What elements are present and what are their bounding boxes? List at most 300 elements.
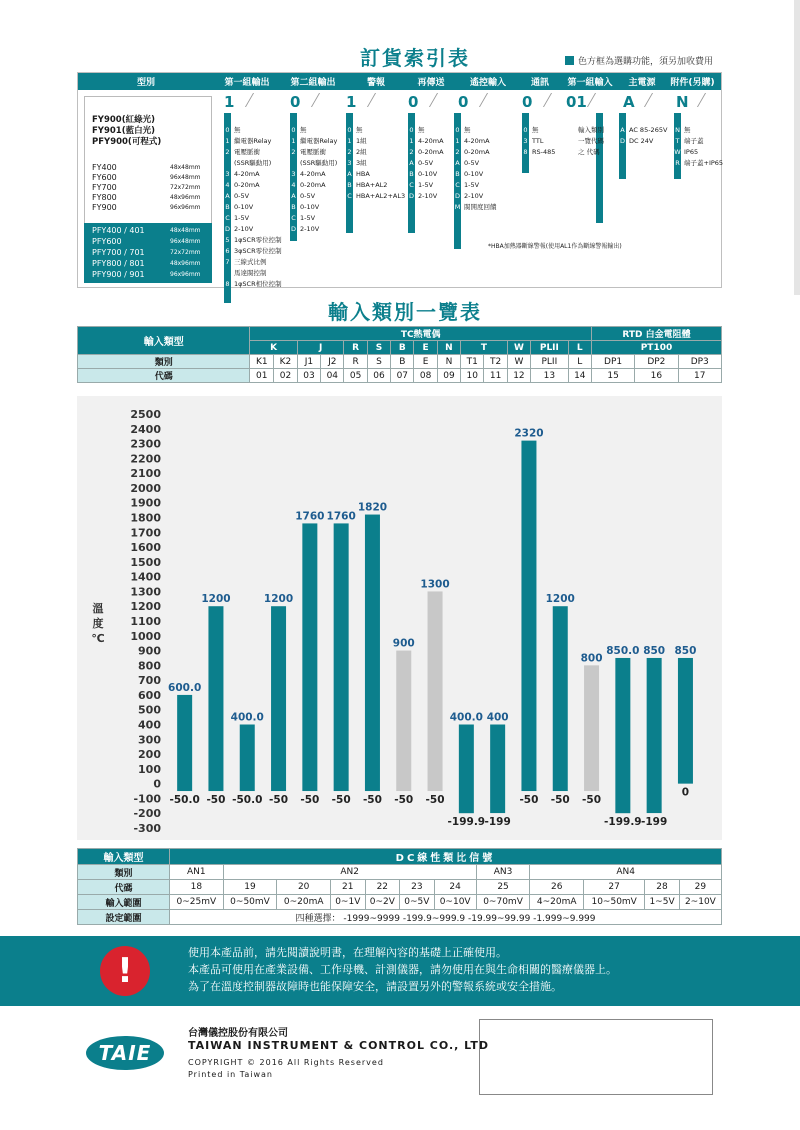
option-remote-code: 2 [455, 148, 460, 156]
y-axis-label: 溫度 ℃ [91, 602, 105, 645]
ordering-header [78, 73, 721, 90]
input-code-cell: 05 [344, 369, 367, 383]
group-s: S [367, 341, 390, 355]
model-mid-name: FY400 [92, 163, 117, 172]
bar-s [334, 523, 349, 791]
code-digit: 01 [566, 93, 587, 111]
y-tick-label: 300 [138, 733, 161, 747]
option-out1-code: 8 [225, 280, 230, 288]
option-out1-code: 2 [225, 148, 230, 156]
header-input1: 第一組輸入 [567, 78, 613, 88]
dc-code-cell: 25 [476, 880, 530, 895]
printed-in: Printed in Taiwan [188, 1070, 273, 1079]
option-out1-label: 0-10V [234, 203, 254, 211]
bar-max-label: 400.0 [230, 711, 264, 724]
y-tick-label: 1600 [130, 541, 161, 555]
dc-range-cell: 2~10V [679, 895, 721, 910]
bar-min-label: -50 [269, 794, 289, 807]
option-alarm-label: 無 [356, 126, 363, 134]
option-remote-code: 0 [455, 126, 460, 134]
group-j: J [297, 341, 344, 355]
dc-range-cell: 4~20mA [530, 895, 584, 910]
option-retrans-label: 2-10V [418, 192, 438, 200]
y-tick-label: 1100 [130, 615, 161, 628]
dc-code-cell: 26 [530, 880, 584, 895]
hba-note: *HBA加熱器斷線警報(使用AL1作為斷線警報輸出) [488, 243, 622, 250]
bar-max-label: 1820 [357, 501, 388, 514]
dc-code-label: 代碼 [78, 880, 170, 895]
option-out2-label: 繼電器Relay [300, 137, 338, 145]
input-code-cell: 02 [274, 369, 298, 383]
bar-dp2 [647, 658, 662, 813]
bar-k2 [208, 606, 223, 791]
option-remote-label: 4-20mA [464, 137, 490, 145]
option-out1-code: A [225, 192, 230, 200]
option-out1-code: 5 [225, 236, 230, 244]
option-out2-code: B [291, 203, 296, 211]
y-tick-label: 1200 [130, 600, 161, 614]
option-swatch [565, 56, 574, 65]
page-edge-tab [794, 0, 800, 295]
option-out1-label: 0-5V [234, 192, 250, 200]
bar-j2 [271, 606, 286, 791]
input-code-cell: 10 [461, 369, 484, 383]
bar-dp1 [615, 658, 630, 813]
group-e: E [414, 341, 437, 355]
option-out1-label: 電壓脈衝 [234, 148, 260, 156]
group-w: W [507, 341, 530, 355]
option-retrans-label: 0-10V [418, 170, 438, 178]
y-tick-label: -300 [133, 822, 161, 835]
model-pfy-size: 96x48mm [170, 238, 201, 245]
input-class-cell: L [568, 355, 591, 369]
header-remote: 遙控輸入 [469, 78, 506, 88]
model-top-2: PFY900(可程式) [92, 137, 162, 147]
bar-max-label: 800 [580, 652, 603, 665]
bar-min-label: -50 [331, 794, 351, 807]
option-out1-label: 2-10V [234, 225, 254, 233]
code-digit: N [676, 93, 689, 111]
header-accessory: 附件(另購) [670, 78, 715, 88]
warning-line-3: 為了在溫度控制器故障時也能保障安全，請設置另外的警報系統或安全措施。 [188, 980, 562, 993]
model-pfy-name: PFY700 / 701 [92, 248, 145, 257]
option-alarm-code: 1 [347, 137, 352, 145]
dc-class-label: 類別 [78, 865, 170, 880]
option-remote-label: 1-5V [464, 181, 480, 189]
option-out2-label: 4-20mA [300, 170, 326, 178]
bar-max-label: 400 [486, 711, 509, 724]
y-tick-label: 2500 [130, 408, 161, 421]
model-top-0: FY900(紅綠光) [92, 115, 155, 125]
option-out1-label: 4-20mA [234, 170, 260, 178]
company-name-en: TAIWAN INSTRUMENT & CONTROL CO., LTD [188, 1039, 489, 1052]
option-retrans-label: 無 [418, 126, 425, 134]
option-alarm-label: 1組 [356, 137, 367, 145]
ordering-title: 訂貨索引表 [360, 46, 470, 70]
option-out1-label: 馬達閥控制 [234, 269, 267, 277]
bar-r [302, 523, 317, 791]
dc-code-cell: 24 [434, 880, 476, 895]
bar-max-label: 1300 [420, 578, 450, 591]
input-class-cell: DP1 [591, 355, 634, 369]
model-pfy-name: PFY800 / 801 [92, 259, 145, 268]
option-comm-code: 0 [523, 126, 528, 134]
option-power-code: A [620, 126, 625, 134]
model-top-1: FY901(藍白光) [92, 126, 155, 136]
y-tick-label: 2000 [130, 481, 161, 495]
option-retrans-code: 0 [409, 126, 414, 134]
model-pfy-name: PFY900 / 901 [92, 270, 145, 279]
option-comm-label: TTL [532, 137, 544, 145]
model-mid-size: 48x96mm [170, 194, 201, 201]
group-l: L [568, 341, 591, 355]
option-out1-label: 繼電器Relay [234, 137, 272, 145]
option-alarm-label: HBA [356, 170, 370, 178]
input-code-cell: 08 [414, 369, 437, 383]
input-class-cell: J1 [297, 355, 320, 369]
y-tick-label: 1400 [130, 570, 161, 584]
model-pfy-size: 72x72mm [170, 249, 201, 256]
bar-min-label: -50 [425, 794, 445, 807]
option-accessory-label: 無 [684, 126, 691, 134]
header-alarm: 警報 [366, 78, 385, 88]
option-remote-code: D [454, 192, 460, 200]
option-retrans-code: C [409, 181, 414, 189]
y-tick-label: 2100 [130, 467, 161, 481]
option-remote-label: 0-5V [464, 159, 480, 167]
option-retrans-code: D [408, 192, 414, 200]
input-class-cell: N [437, 355, 460, 369]
y-tick-label: 2400 [130, 422, 161, 436]
y-tick-label: 800 [138, 659, 161, 673]
option-out2-code: 4 [291, 181, 296, 189]
input-code-cell: 11 [484, 369, 507, 383]
bar-min-label: -199.9 [447, 816, 486, 829]
code-separator [416, 93, 438, 107]
option-alarm-code: 0 [347, 126, 352, 134]
option-out1-code: D [224, 225, 230, 233]
header-out1: 第一組輸出 [224, 78, 270, 88]
dc-class-an3: AN3 [476, 865, 530, 880]
bar-j1 [240, 725, 255, 792]
model-pfy-name: PFY400 / 401 [92, 226, 145, 235]
option-accessory-label: 端子蓋+IP65 [684, 159, 724, 167]
input-code-cell: 17 [678, 369, 721, 383]
option-out1-code: 3 [225, 170, 230, 178]
input-class-cell: E [414, 355, 437, 369]
bar-min-label: -50 [519, 794, 539, 807]
warning-line-1: 使用本產品前，請先閱讀說明書，在理解內容的基礎上正確使用。 [188, 946, 507, 959]
code-separator [354, 93, 376, 107]
option-retrans-code: 2 [409, 148, 414, 156]
option-out2-label: 無 [300, 126, 307, 134]
model-mid-size: 72x72mm [170, 184, 201, 191]
option-out2-label: (SSR驅動用) [300, 159, 338, 167]
input-code-cell: 15 [591, 369, 634, 383]
dealer-stamp-box [479, 1019, 713, 1095]
dc-code-cell: 27 [584, 880, 645, 895]
option-out1-label: 1-5V [234, 214, 250, 222]
option-power-code: D [619, 137, 625, 145]
input-code-cell: 06 [367, 369, 390, 383]
input-code-note-1: 一覽代碼 [578, 137, 604, 145]
option-remote-label: 閥開度回饋 [464, 203, 497, 211]
y-tick-label: 900 [138, 644, 161, 658]
chart-svg [77, 396, 722, 840]
option-accessory-code: N [675, 126, 680, 134]
dc-code-cell: 23 [400, 880, 435, 895]
code-digit: 0 [522, 93, 533, 111]
y-tick-label: 200 [138, 748, 161, 762]
input-type-table [77, 326, 722, 383]
company-info [188, 1028, 489, 1081]
dc-type-label: 輸入類型 [78, 849, 170, 865]
bar-dp3 [678, 658, 693, 784]
input-code-cell: 01 [250, 369, 274, 383]
bar-min-label: -50 [394, 794, 414, 807]
dc-range-cell: 0~20mA [277, 895, 331, 910]
option-out1-label: 無 [234, 126, 241, 134]
model-mid-size: 48x48mm [170, 164, 201, 171]
header-comm: 通訊 [530, 78, 549, 88]
option-alarm-code: A [347, 170, 352, 178]
option-out1-label: 3φSCR零位控制 [234, 247, 282, 255]
bar-max-label: 900 [392, 637, 415, 650]
rtd-label: RTD 白金電阻體 [591, 327, 721, 341]
dc-range-cell: 0~50mV [223, 895, 277, 910]
option-out2-code: 3 [291, 170, 296, 178]
input-code-cell: 13 [531, 369, 569, 383]
option-out1-code: C [225, 214, 230, 222]
y-tick-label: 2200 [130, 452, 161, 466]
dc-set-range: 四種選擇： -1999~9999 -199.9~999.9 -19.99~99.99 -1.999~9.999 [170, 910, 722, 925]
option-alarm-label: 3組 [356, 159, 367, 167]
option-out2-code: 1 [291, 137, 296, 145]
option-power-label: DC 24V [629, 137, 654, 145]
header-model: 型別 [136, 78, 155, 88]
option-legend-text: 色方框為選購功能，須另加收費用 [578, 57, 714, 67]
option-retrans-code: B [409, 170, 414, 178]
code-digit: 0 [458, 93, 469, 111]
warning-icon: ! [100, 946, 150, 996]
code-digit: 0 [290, 93, 301, 111]
input-code-note-0: 輸入類別 [578, 126, 604, 134]
option-accessory-code: T [675, 137, 680, 145]
code-separator [298, 93, 320, 107]
y-tick-label: 700 [138, 674, 161, 688]
option-remote-label: 無 [464, 126, 471, 134]
option-remote-label: 0-10V [464, 170, 484, 178]
option-out2-label: 2-10V [300, 225, 320, 233]
code-digit: A [623, 93, 635, 111]
model-pfy-size: 48x48mm [170, 227, 201, 234]
bar-t1 [459, 725, 474, 814]
bar-max-label: 2320 [514, 427, 544, 440]
option-alarm-code: B [347, 181, 352, 189]
model-mid-size: 96x48mm [170, 174, 201, 181]
bar-k1 [177, 695, 192, 791]
dc-class-an4: AN4 [530, 865, 722, 880]
model-mid-name: FY800 [92, 193, 117, 202]
dc-code-cell: 21 [331, 880, 366, 895]
company-name-cn: 台灣儀控股份有限公司 [188, 1028, 288, 1039]
input-table-title: 輸入類別一覽表 [328, 300, 482, 324]
group-t: T [461, 341, 508, 355]
y-tick-label: 2300 [130, 437, 161, 451]
option-alarm-code: 3 [347, 159, 352, 167]
y-tick-label: 600 [138, 688, 161, 702]
input-class-cell: T1 [461, 355, 484, 369]
option-out2-label: 1-5V [300, 214, 316, 222]
input-class-cell: S [367, 355, 390, 369]
option-out1-label: 0-20mA [234, 181, 260, 189]
option-alarm-label: HBA+AL2+AL3 [356, 192, 406, 200]
dc-range-cell: 0~25mV [170, 895, 224, 910]
option-out2-label: 電壓脈衝 [300, 148, 326, 156]
dc-range-label: 輸入範圍 [78, 895, 170, 910]
option-out1-label: 1φSCR零位控制 [234, 236, 282, 244]
dc-range-cell: 1~5V [645, 895, 680, 910]
bar-min-label: -50 [550, 794, 570, 807]
bar-t2 [490, 725, 505, 814]
dc-code-cell: 19 [223, 880, 277, 895]
option-out2-label: 0-10V [300, 203, 320, 211]
option-out1-code: 1 [225, 137, 230, 145]
header-power: 主電源 [628, 78, 656, 88]
option-comm-label: 無 [532, 126, 539, 134]
dc-class-an2: AN2 [223, 865, 476, 880]
option-legend [565, 54, 713, 67]
option-retrans-code: A [409, 159, 414, 167]
row-code-label: 代碼 [78, 369, 250, 383]
option-out2-code: 0 [291, 126, 296, 134]
bar-n [428, 591, 443, 791]
dc-class-an1: AN1 [170, 865, 224, 880]
model-mid-size: 96x96mm [170, 204, 201, 211]
temperature-chart [77, 396, 722, 840]
warning-band [0, 936, 800, 1006]
input-code-cell: 16 [635, 369, 678, 383]
option-out2-code: C [291, 214, 296, 222]
option-out2-code: D [290, 225, 296, 233]
bar-e [396, 651, 411, 791]
input-class-cell: PLII [531, 355, 569, 369]
input-code-cell: 04 [321, 369, 344, 383]
bar-min-label: -50.0 [232, 794, 263, 807]
input-class-cell: B [391, 355, 414, 369]
input-class-cell: R [344, 355, 367, 369]
y-tick-label: 100 [138, 762, 161, 776]
bar-max-label: 400.0 [449, 711, 483, 724]
option-retrans-label: 1-5V [418, 181, 434, 189]
group-pt100: PT100 [591, 341, 721, 355]
option-power-label: AC 85-265V [629, 126, 668, 134]
option-out1-code: B [225, 203, 230, 211]
model-mid-name: FY700 [92, 183, 117, 192]
option-out1-label: 1φSCR相位控制 [234, 280, 282, 288]
option-retrans-code: 1 [409, 137, 414, 145]
input-class-cell: DP3 [678, 355, 721, 369]
option-remote-code: A [455, 159, 460, 167]
input-class-cell: J2 [321, 355, 344, 369]
option-retrans-label: 0-5V [418, 159, 434, 167]
dc-range-cell: 0~1V [331, 895, 366, 910]
option-remote-label: 2-10V [464, 192, 484, 200]
warning-line-2: 本產品可使用在產業設備、工作母機、計測儀器，請勿使用在與生命相關的醫療儀器上。 [188, 963, 617, 976]
dc-range-cell: 10~50mV [584, 895, 645, 910]
dc-code-cell: 20 [277, 880, 331, 895]
y-tick-label: 1900 [130, 496, 161, 510]
model-pfy-size: 48x96mm [170, 260, 201, 267]
bar-plii [553, 606, 568, 791]
bar-max-label: 1760 [326, 510, 356, 523]
y-tick-label: 1700 [130, 526, 161, 540]
bar-min-label: -199.9 [604, 816, 642, 829]
dc-code-cell: 22 [365, 880, 400, 895]
dc-set-label: 設定範圍 [78, 910, 170, 925]
code-digit: 1 [224, 93, 235, 111]
option-retrans-label: 0-20mA [418, 148, 444, 156]
ordering-box [77, 72, 722, 288]
model-pfy-size: 96x96mm [170, 271, 201, 278]
bar-max-label: 1200 [201, 593, 231, 606]
option-out1-code: 4 [225, 181, 230, 189]
option-out1-code: 7 [225, 258, 230, 266]
dc-range-cell: 0~70mV [476, 895, 530, 910]
option-out2-label: 0-20mA [300, 181, 326, 189]
option-out1-label: 三線式比例 [234, 258, 267, 266]
bar-max-label: 850 [643, 644, 666, 657]
bar-min-label: -50 [582, 794, 602, 807]
bar-max-label: 1200 [545, 593, 575, 606]
option-accessory-code: R [675, 159, 680, 167]
option-comm-code: 8 [523, 148, 528, 156]
y-tick-label: 0 [153, 777, 161, 791]
y-tick-label: 500 [138, 703, 161, 717]
code-digit: 1 [346, 93, 357, 111]
y-tick-label: -200 [133, 807, 161, 821]
bar-max-label: 1200 [263, 593, 294, 606]
option-out2-code: 2 [291, 148, 296, 156]
option-remote-code: B [455, 170, 460, 178]
option-accessory-label: IP65 [684, 148, 699, 156]
bar-min-label: 0 [681, 786, 690, 799]
bar-min-label: -199 [641, 816, 668, 829]
bar-max-label: 850.0 [606, 644, 640, 657]
code-separator [466, 93, 488, 107]
y-tick-label: 1800 [130, 511, 161, 525]
dc-range-cell: 0~10V [434, 895, 476, 910]
row-class-label: 類別 [78, 355, 250, 369]
model-pfy-name: PFY600 [92, 237, 122, 246]
input-code-cell: 03 [297, 369, 320, 383]
y-tick-label: 1500 [130, 555, 161, 569]
bar-min-label: -199 [484, 816, 511, 829]
bar-min-label: -50 [362, 794, 382, 807]
option-accessory-label: 端子蓋 [684, 137, 704, 145]
bar-min-label: -50.0 [169, 794, 200, 807]
dc-title: DC線性類比信號 [170, 849, 722, 865]
option-out2-code: A [291, 192, 296, 200]
dc-code-cell: 28 [645, 880, 680, 895]
option-remote-code: 1 [455, 137, 460, 145]
option-alarm-code: 2 [347, 148, 352, 156]
option-out1-code: 6 [225, 247, 230, 255]
option-alarm-label: HBA+AL2 [356, 181, 388, 189]
option-out1-label: (SSR驅動用) [234, 159, 272, 167]
copyright: COPYRIGHT © 2016 All Rights Reserved [188, 1058, 384, 1067]
option-alarm-label: 2組 [356, 148, 367, 156]
